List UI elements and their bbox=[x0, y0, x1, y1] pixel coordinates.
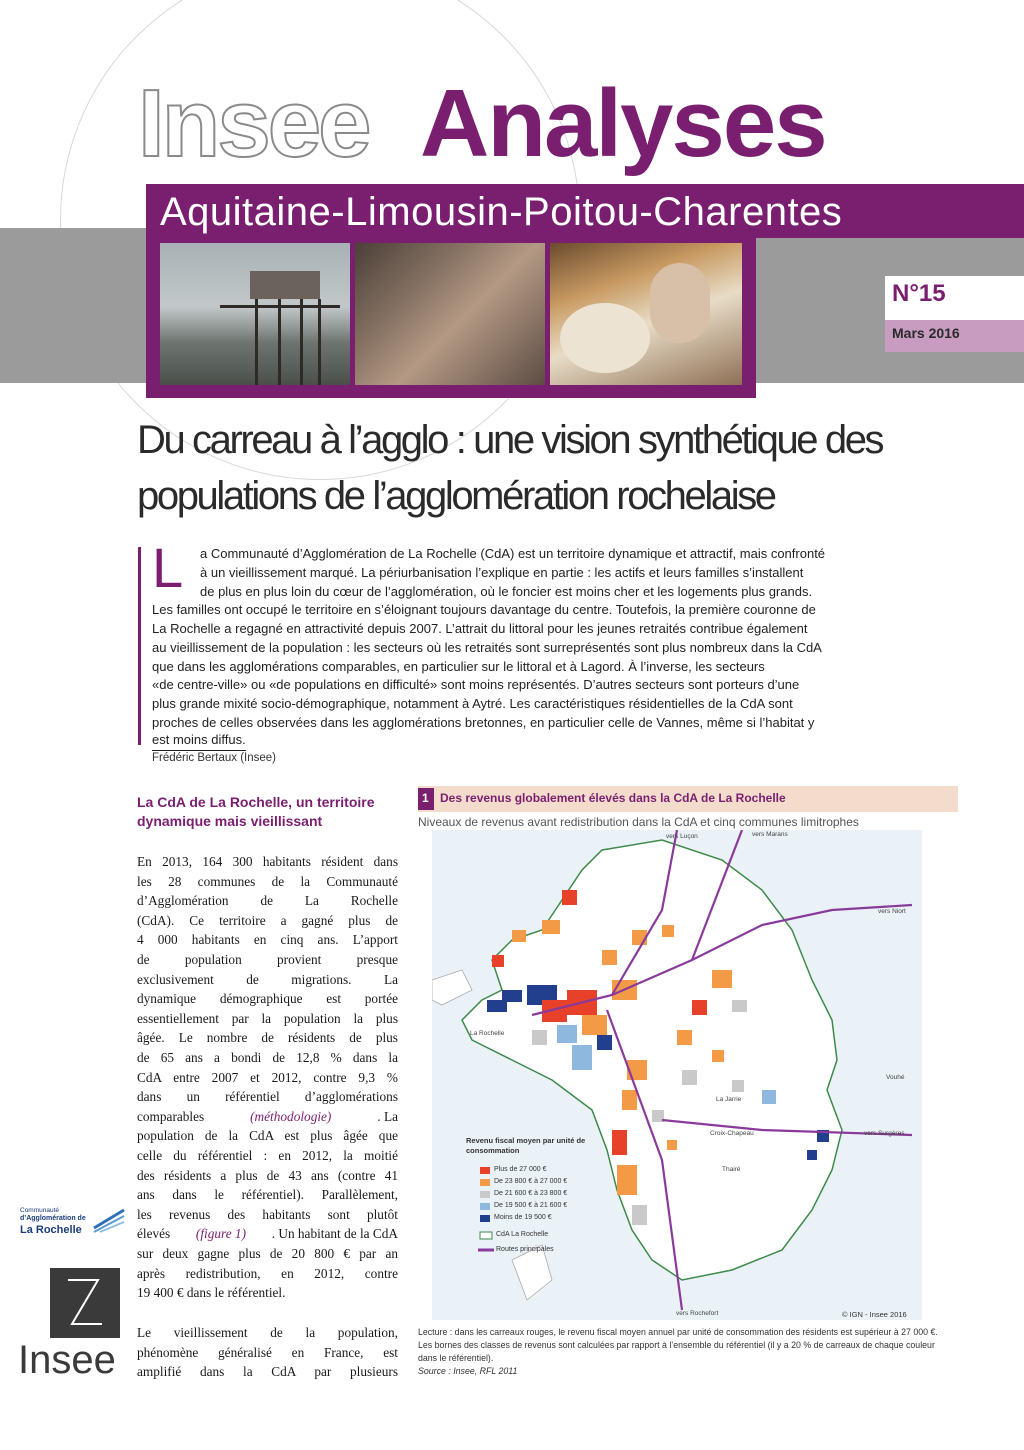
cda-logo-text: d’Agglomération de bbox=[20, 1215, 86, 1222]
map-label: La Jarrie bbox=[716, 1096, 742, 1103]
body-text: . Un habitant de la CdA bbox=[271, 1226, 398, 1242]
body-line: En 2013, 164 300 habitants résident dans bbox=[137, 854, 398, 869]
methodology-link[interactable]: (méthodologie) bbox=[250, 1108, 332, 1124]
map-label: vers Surgères bbox=[864, 1130, 905, 1137]
byline: Frédéric Bertaux (Insee) bbox=[152, 752, 276, 764]
brand-insee: Insee bbox=[138, 70, 369, 177]
insee-logo-mark bbox=[50, 1268, 120, 1338]
map-label: Croix-Chapeau bbox=[710, 1130, 754, 1137]
cda-logo-name: La Rochelle bbox=[20, 1224, 82, 1236]
body-line: exclusivement de migrations. La bbox=[137, 971, 398, 987]
body-line: (CdA). Ce territoire a gagné plus de bbox=[137, 912, 398, 928]
photo-artisan bbox=[550, 243, 742, 385]
legend-label: De 23 800 € à 27 000 € bbox=[494, 1178, 568, 1185]
body-line: âgée. Le nombre de résidents de plus bbox=[137, 1030, 398, 1046]
page-title-line-1: Du carreau à l’agglo : une vision synthétique des bbox=[137, 418, 883, 462]
body-line: essentiellement par la population la plus bbox=[137, 1010, 398, 1026]
brand-analyses: Analyses bbox=[420, 70, 826, 177]
body-line: sur deux gagne plus de 20 800 € par an bbox=[137, 1246, 398, 1261]
body-text: comparables bbox=[137, 1108, 205, 1124]
figure-note-line: dans le référentiel). bbox=[418, 1353, 494, 1363]
body-line: d’Agglomération de La Rochelle bbox=[137, 893, 398, 909]
body-line: des résidents a plus de 43 ans (contre 41 bbox=[137, 1167, 398, 1183]
figure-note-line: Les bornes des classes de revenus sont calculées par rapport à l’ensemble du référentiel (il y a 20 % de carreaux de chaque couleur bbox=[418, 1340, 935, 1350]
figure-note bbox=[418, 1326, 963, 1378]
body-line: après redistribution, en 2012, contre bbox=[137, 1265, 398, 1281]
body-line: CdA entre 2007 et 2012, contre 9,3 % bbox=[137, 1069, 398, 1085]
map-credit: © IGN - Insee 2016 bbox=[842, 1310, 907, 1319]
figure-title: Des revenus globalement élevés dans la CdA de La Rochelle bbox=[440, 791, 786, 805]
body-text: . La bbox=[377, 1108, 398, 1124]
legend-label: De 19 500 € à 21 600 € bbox=[494, 1202, 568, 1209]
map-label: vers Niort bbox=[878, 908, 906, 915]
section-heading-line-2: dynamique mais vieillissant bbox=[137, 813, 323, 829]
legend-label: Plus de 27 000 € bbox=[494, 1166, 547, 1173]
map-label: La Rochelle bbox=[470, 1030, 505, 1037]
lead-line: de plus en plus loin du cœur de l’agglomération, où le foncier est moins cher et les logements plus grands. bbox=[200, 584, 813, 599]
lead-line: Les familles ont occupé le territoire en s’éloignant toujours davantage du centre. Toutefois, la première couronne de bbox=[152, 602, 816, 617]
map-label: Thairé bbox=[722, 1166, 741, 1173]
figure-source: Source : Insee, RFL 2011 bbox=[418, 1366, 518, 1376]
figure-link[interactable]: (figure 1) bbox=[195, 1226, 247, 1242]
map-label: vers Marans bbox=[752, 831, 788, 838]
map-label: Vouhé bbox=[886, 1074, 905, 1081]
map-label: vers Rochefort bbox=[676, 1310, 719, 1317]
legend-title: Revenu fiscal moyen par unité de consommation bbox=[466, 1136, 586, 1155]
figure-number: 1 bbox=[422, 791, 429, 805]
body-line: dynamique démographique est portée bbox=[137, 991, 398, 1007]
lead-line: proches de celles observées dans les agglomérations bretonnes, en particulier celle de Vannes, même si l’habitat y bbox=[152, 715, 815, 730]
body-line: celle du référentiel : en 2012, la moitié bbox=[137, 1148, 398, 1163]
figure-note-line: Lecture : dans les carreaux rouges, le revenu fiscal moyen annuel par unité de consommation des résidents est supérieur à 27 000 €. bbox=[418, 1327, 938, 1337]
region-title: Aquitaine-Limousin-Poitou-Charentes bbox=[160, 190, 843, 234]
body-text: élevés bbox=[137, 1226, 171, 1242]
legend-label: Moins de 19 500 € bbox=[494, 1214, 552, 1221]
cda-logo-text: Communauté bbox=[20, 1207, 60, 1214]
body-line: population de la CdA est plus âgée que bbox=[137, 1128, 398, 1144]
map-label: vers Luçon bbox=[666, 833, 698, 840]
lead-rule bbox=[138, 547, 141, 745]
body-line: ans dans le référentiel). Parallèlement, bbox=[137, 1187, 398, 1203]
photo-street-crowd bbox=[355, 243, 545, 385]
insee-logo-text: Insee bbox=[18, 1338, 116, 1382]
lead-line: au vieillissement de la population : les secteurs où les retraités sont surreprésentés sont plus nombreux dans la CdA bbox=[152, 640, 822, 655]
legend-label: CdA La Rochelle bbox=[496, 1231, 549, 1238]
lead-line: à un vieillissement marqué. La périurbanisation l’explique en partie : les actifs et leurs familles s’installent bbox=[200, 565, 804, 580]
issue-date: Mars 2016 bbox=[892, 325, 960, 341]
body-line: amplifié dans la CdA par plusieurs bbox=[137, 1364, 398, 1380]
body-line: les 28 communes de la Communauté bbox=[137, 873, 398, 889]
lead-line: plus grande mixité socio-démographique, notamment à Aytré. Les caractéristiques résidentielles de la CdA sont bbox=[152, 696, 793, 711]
body-line: les revenus des habitants sont plutôt bbox=[137, 1206, 398, 1222]
body-line: Le vieillissement de la population, bbox=[137, 1325, 398, 1340]
body-line: phénomène généralisé en France, est bbox=[137, 1344, 398, 1360]
legend-label: De 21 600 € à 23 800 € bbox=[494, 1190, 568, 1197]
lead-line: que dans les agglomérations comparables, en particulier sur le littoral et à Lagord. À l’inverse, les secteurs bbox=[152, 659, 765, 674]
cda-waves-icon bbox=[92, 1208, 126, 1234]
issue-number: N°15 bbox=[892, 280, 946, 307]
lead-line: «de centre-ville» ou «de populations en difficulté» sont moins représentés. D’autres secteurs sont porteurs d’une bbox=[152, 677, 800, 692]
body-line-with-link bbox=[137, 1224, 398, 1244]
photo-fishing-hut bbox=[160, 243, 350, 385]
body-line: de 65 ans a bondi de 12,8 % dans la bbox=[137, 1050, 398, 1065]
figure-subtitle: Niveaux de revenus avant redistribution dans la CdA et cinq communes limitrophes bbox=[418, 815, 859, 829]
body-line-with-link bbox=[137, 1107, 398, 1127]
body-line: 19 400 € dans le référentiel. bbox=[137, 1285, 286, 1301]
lead-line: a Communauté d’Agglomération de La Rochelle (CdA) est un territoire dynamique et attractif, mais confronté bbox=[200, 546, 826, 561]
body-line: de population provient presque bbox=[137, 952, 398, 967]
lead-line: est moins diffus. bbox=[152, 731, 246, 751]
body-line: dans un référentiel d’agglomérations bbox=[137, 1089, 398, 1105]
body-line: 4 000 habitants en cinq ans. L’apport bbox=[137, 932, 398, 948]
lead-line: La Rochelle a regagné en attractivité depuis 2007. L’attrait du littoral pour les jeunes retraités contribue également bbox=[152, 621, 808, 636]
section-heading-line-1: La CdA de La Rochelle, un territoire bbox=[137, 794, 375, 810]
lead-dropcap: L bbox=[152, 536, 184, 599]
legend-label: Routes principales bbox=[496, 1246, 554, 1253]
insee-logo-icon bbox=[50, 1268, 120, 1338]
page-title-line-2: populations de l’agglomération rochelaise bbox=[137, 474, 775, 518]
